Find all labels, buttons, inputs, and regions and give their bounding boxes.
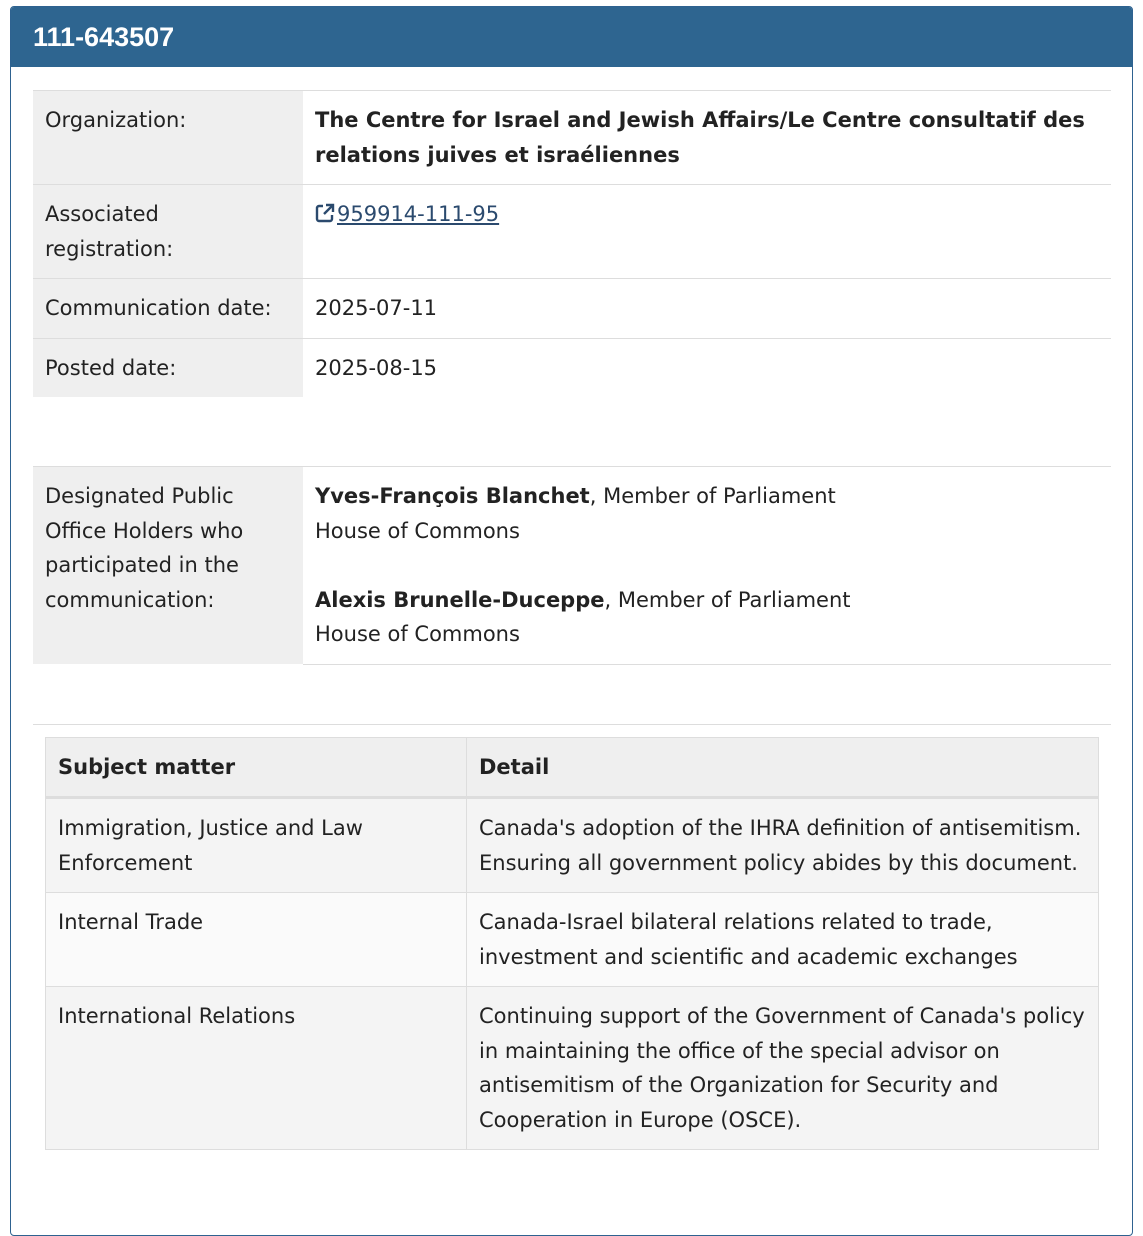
office-holders-list — [303, 467, 1111, 665]
table-row — [46, 798, 1099, 893]
communication-report-panel — [10, 6, 1133, 1236]
registration-info-table — [33, 90, 1111, 397]
panel-title: 111-643507 — [11, 7, 1132, 67]
detail-cell: Canada-Israel bilateral relations related to trade, investment and scientific and academic exchanges — [467, 893, 1099, 987]
subject-cell: Immigration, Justice and Law Enforcement — [46, 798, 467, 893]
communication-date-label: Communication date: — [33, 279, 303, 339]
organization-row — [33, 91, 1111, 185]
office-holder-title: , Member of Parliament — [589, 484, 836, 508]
office-holder-institution: House of Commons — [315, 622, 520, 646]
office-holder-name: Yves-François Blanchet — [315, 484, 590, 508]
table-row — [46, 893, 1099, 987]
office-holders-table — [33, 466, 1111, 665]
office-holders-row — [33, 467, 1111, 665]
detail-cell: Continuing support of the Government of Canada's policy in maintaining the office of the special advisor on antisemitism of the Organization for Security and Cooperation in Europe (OSCE). — [467, 987, 1099, 1150]
office-holder-title: , Member of Parliament — [604, 587, 851, 612]
subject-cell: Internal Trade — [46, 893, 467, 987]
posted-date-label: Posted date: — [33, 338, 303, 397]
organization-label: Organization: — [33, 91, 303, 185]
associated-registration-value — [303, 185, 1111, 279]
external-link-icon — [315, 203, 335, 223]
communication-date-value: 2025-07-11 — [303, 279, 1111, 339]
panel-body — [11, 67, 1132, 1150]
office-holders-label: Designated Public Office Holders who participated in the communication: — [33, 467, 303, 665]
office-holder-institution: House of Commons — [315, 518, 520, 543]
subject-matter-header: Subject matter — [46, 737, 467, 798]
posted-date-value: 2025-08-15 — [303, 338, 1111, 397]
associated-registration-number: 959914-111-95 — [337, 202, 500, 226]
office-holder — [315, 479, 1099, 548]
posted-date-row — [33, 338, 1111, 397]
associated-registration-link[interactable] — [315, 202, 499, 226]
office-holder-name: Alexis Brunelle-Duceppe — [315, 587, 605, 612]
subject-cell: International Relations — [46, 987, 467, 1150]
associated-registration-row — [33, 185, 1111, 279]
office-holder — [315, 583, 1099, 652]
table-row — [46, 987, 1099, 1150]
organization-value: The Centre for Israel and Jewish Affairs/Le Centre consultatif des relations juives et israéliennes — [303, 91, 1111, 185]
communication-date-row — [33, 279, 1111, 339]
subject-matter-table — [45, 737, 1099, 1151]
detail-header: Detail — [467, 737, 1099, 798]
associated-registration-label: Associated registration: — [33, 185, 303, 279]
detail-cell: Canada's adoption of the IHRA definition of antisemitism. Ensuring all government policy abides by this document. — [467, 798, 1099, 893]
subject-header-row — [46, 737, 1099, 798]
